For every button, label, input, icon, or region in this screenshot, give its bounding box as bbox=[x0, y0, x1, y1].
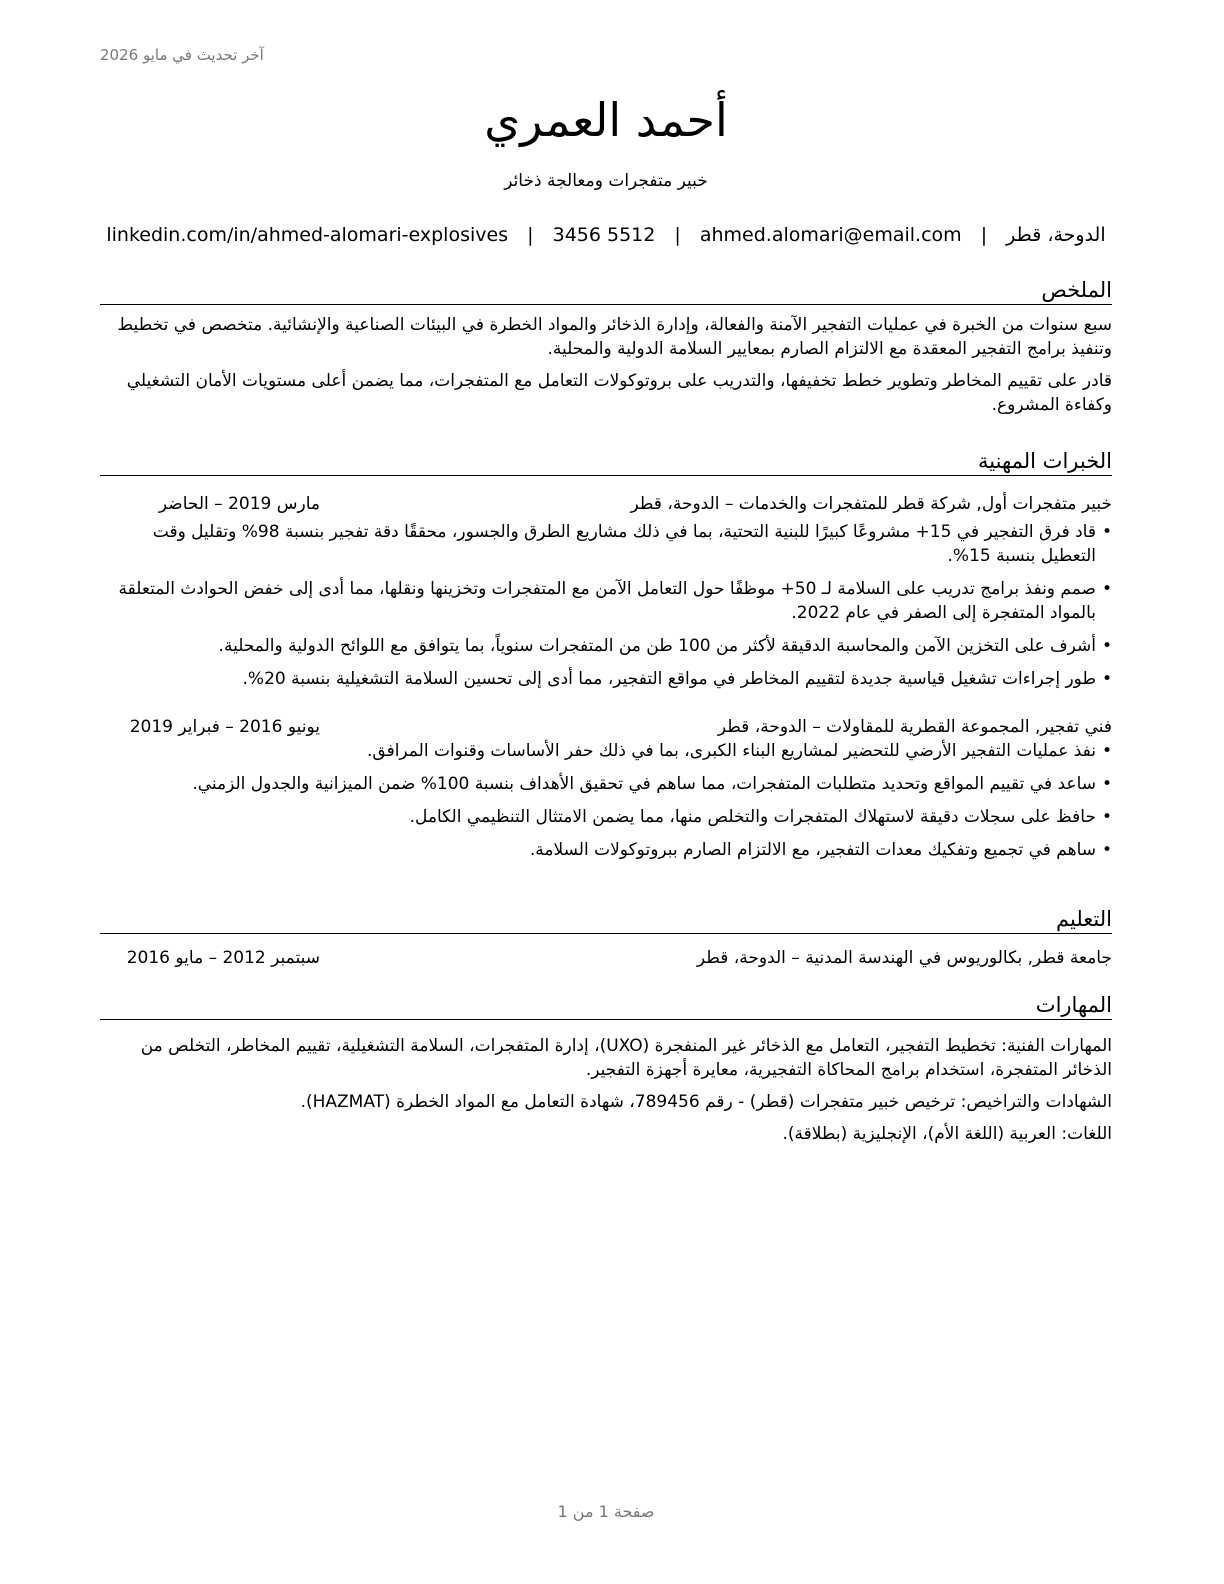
candidate-name: أحمد العمري bbox=[484, 93, 728, 147]
contact-separator: | bbox=[527, 224, 534, 246]
page-number: صفحة 1 من 1 bbox=[557, 1502, 655, 1521]
list-item: • ساعد في تقييم المواقع وتحديد متطلبات المتفجرات، مما ساهم في تحقيق الأهداف بنسبة 100% ضمن الميزانية والجدول الزمني. bbox=[100, 772, 1112, 796]
list-item: • نفذ عمليات التفجير الأرضي للتحضير لمشاريع البناء الكبرى، بما في ذلك حفر الأساسات وقنوات المرافق. bbox=[100, 739, 1112, 763]
section-heading-education: التعليم bbox=[100, 906, 1112, 934]
job-title-company: خبير متفجرات أول, شركة قطر للمتفجرات والخدمات – الدوحة، قطر bbox=[630, 494, 1112, 514]
education-dates: سبتمبر 2012 – مايو 2016 bbox=[126, 948, 320, 968]
contact-separator: | bbox=[980, 224, 988, 246]
job-header bbox=[100, 492, 1112, 516]
skills-languages: اللغات: العربية (اللغة الأم)، الإنجليزية (بطلاقة). bbox=[782, 1124, 1112, 1144]
education-entry bbox=[100, 946, 1112, 970]
contact-separator: | bbox=[674, 224, 681, 246]
job-entry bbox=[100, 492, 1112, 691]
job-bullets bbox=[100, 520, 1112, 691]
skills-section bbox=[100, 992, 1112, 1146]
summary-paragraph: قادر على تقييم المخاطر وتطوير خطط تخفيفها، والتدريب على بروتوكولات التعامل مع المتفجرات، مما يضمن أعلى مستويات الأمان التشغيلي وكفاءة المشروع. bbox=[126, 371, 1112, 415]
contact-line bbox=[100, 224, 1112, 246]
section-heading-summary: الملخص bbox=[100, 277, 1112, 305]
education-section bbox=[100, 906, 1112, 970]
list-item: • صمم ونفذ برامج تدريب على السلامة لـ 50+ موظفًا حول التعامل الآمن مع المتفجرات وتخزينها ونقلها، مما أدى إلى خفض الحوادث المتعلقة بالمواد المتفجرة إلى الصفر في عام 2022. bbox=[100, 577, 1112, 625]
job-header bbox=[100, 715, 1112, 739]
contact-location: الدوحة، قطر bbox=[1006, 224, 1106, 246]
summary-paragraph: سبع سنوات من الخبرة في عمليات التفجير الآمنة والفعالة، وإدارة الذخائر والمواد الخطرة في البيئات الصناعية والإنشائية. متخصص في تخطيط وتنفيذ برامج التفجير المعقدة مع الالتزام الصارم بمعايير السلامة الدولية والمحلية. bbox=[117, 315, 1112, 359]
job-title-company: فني تفجير, المجموعة القطرية للمقاولات – الدوحة، قطر bbox=[717, 717, 1112, 737]
contact-email[interactable]: ahmed.alomari@email.com bbox=[699, 224, 962, 246]
education-degree: جامعة قطر, بكالوريوس في الهندسة المدنية – الدوحة، قطر bbox=[696, 948, 1112, 968]
list-item: • ساهم في تجميع وتفكيك معدات التفجير، مع الالتزام الصارم ببروتوكولات السلامة. bbox=[100, 838, 1112, 862]
last-updated: آخر تحديث في مايو 2026 bbox=[100, 46, 264, 64]
skills-certifications: الشهادات والتراخيص: ترخيص خبير متفجرات (قطر) - رقم 789456، شهادة التعامل مع المواد الخطرة (HAZMAT). bbox=[300, 1092, 1112, 1112]
experience-section bbox=[100, 448, 1112, 862]
resume-page bbox=[100, 0, 1112, 1584]
section-heading-experience: الخبرات المهنية bbox=[100, 448, 1112, 476]
list-item: • طور إجراءات تشغيل قياسية جديدة لتقييم المخاطر في مواقع التفجير، مما أدى إلى تحسين السلامة التشغيلية بنسبة 20%. bbox=[100, 667, 1112, 691]
job-bullets bbox=[100, 739, 1112, 862]
summary-section bbox=[100, 277, 1112, 417]
contact-phone: 3456 5512 bbox=[552, 224, 656, 246]
contact-linkedin[interactable]: linkedin.com/in/ahmed-alomari-explosives bbox=[106, 224, 509, 246]
section-heading-skills: المهارات bbox=[100, 992, 1112, 1020]
list-item: • أشرف على التخزين الآمن والمحاسبة الدقيقة لأكثر من 100 طن من المتفجرات سنوياً، بما يتوافق مع اللوائح الدولية والمحلية. bbox=[100, 634, 1112, 658]
list-item: • قاد فرق التفجير في 15+ مشروعًا كبيرًا للبنية التحتية، بما في ذلك مشاريع الطرق والجسور، محققًا دقة تفجير بنسبة 98% وتقليل وقت التعطيل بنسبة 15%. bbox=[100, 520, 1112, 568]
candidate-title: خبير متفجرات ومعالجة ذخائر bbox=[504, 171, 708, 191]
list-item: • حافظ على سجلات دقيقة لاستهلاك المتفجرات والتخلص منها، مما يضمن الامتثال التنظيمي الكامل. bbox=[100, 805, 1112, 829]
skills-technical: المهارات الفنية: تخطيط التفجير، التعامل مع الذخائر غير المنفجرة (UXO)، إدارة المتفجرات، السلامة التشغيلية، تقييم المخاطر، التخلص من الذخائر المتفجرة، استخدام برامج المحاكاة التفجيرية، معايرة أجهزة التفجير. bbox=[140, 1036, 1112, 1080]
job-entry bbox=[100, 715, 1112, 862]
job-dates: مارس 2019 – الحاضر bbox=[158, 494, 320, 514]
job-dates: يونيو 2016 – فبراير 2019 bbox=[129, 717, 320, 737]
